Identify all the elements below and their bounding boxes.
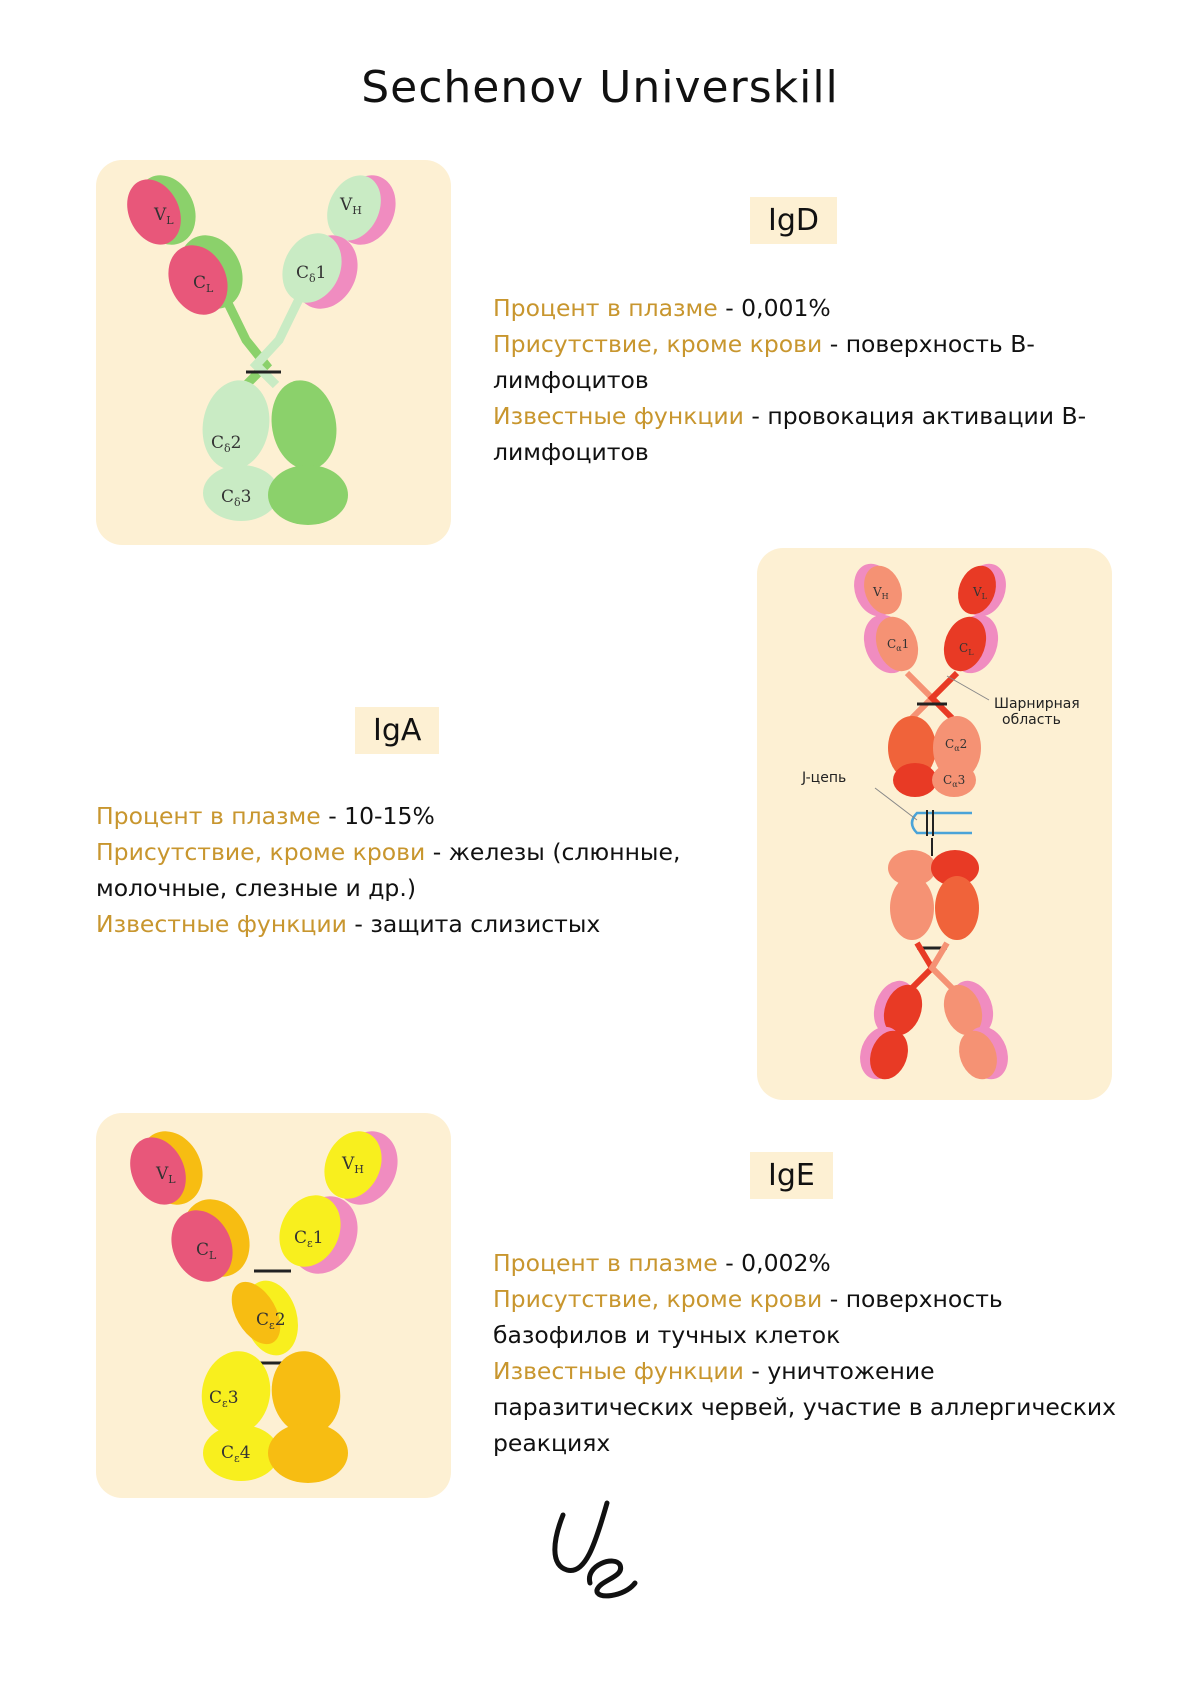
ige-info <box>493 1245 1133 1461</box>
igd-c2-label: $C_\delta 2$ <box>211 433 242 455</box>
iga-antibody-diagram <box>757 548 1112 1100</box>
ige-vh-label: $V_H$ <box>342 1154 364 1176</box>
ige-vl-label: $V_L$ <box>156 1164 176 1186</box>
ige-presence-row: Присутствие, кроме крови - поверхность базофилов и тучных клеток <box>493 1285 1003 1349</box>
ige-diagram-card <box>96 1113 451 1498</box>
igd-vl-label: $V_L$ <box>154 205 174 227</box>
igd-functions-row: Известные функции - провокация активации В-лимфоцитов <box>493 402 1087 466</box>
ige-cl-label: $C_L$ <box>196 1240 217 1262</box>
ige-c4-label: $C_\varepsilon 4$ <box>221 1443 251 1465</box>
igd-vh-label: $V_H$ <box>340 195 362 217</box>
iga-hinge-label-1: Шарнирная <box>994 696 1080 712</box>
iga-jchain-label: J-цепь <box>802 770 847 786</box>
iga-c1-label: $C_\alpha 1$ <box>887 637 910 653</box>
ige-c2-label: $C_\varepsilon 2$ <box>256 1310 286 1332</box>
iga-info <box>96 798 716 942</box>
igd-antibody-diagram <box>96 160 451 545</box>
igd-c1-label: $C_\delta 1$ <box>296 263 327 285</box>
ige-c1-label: $C_\varepsilon 1$ <box>294 1228 324 1250</box>
iga-vl-label: $V_L$ <box>973 585 987 601</box>
igd-cl-label: $C_L$ <box>193 273 214 295</box>
ige-antibody-diagram <box>96 1113 451 1498</box>
iga-presence-row: Присутствие, кроме крови - железы (слюнные, молочные, слезные и др.) <box>96 838 681 902</box>
iga-functions-row: Известные функции - защита слизистых <box>96 910 601 938</box>
ige-functions-row: Известные функции - уничтожение паразитических червей, участие в аллергических реакциях <box>493 1357 1117 1457</box>
iga-diagram-card <box>757 548 1112 1100</box>
iga-c2-label: $C_\alpha 2$ <box>945 737 968 753</box>
iga-vh-label: $V_H$ <box>873 585 889 601</box>
ige-c3-label: $C_\varepsilon 3$ <box>209 1388 239 1410</box>
igd-diagram-card <box>96 160 451 545</box>
iga-hinge-label-2: область <box>1002 712 1061 728</box>
igd-info <box>493 290 1133 470</box>
ige-tag: IgE <box>750 1152 833 1199</box>
igd-tag: IgD <box>750 197 837 244</box>
iga-tag: IgA <box>355 707 439 754</box>
igd-presence-row: Присутствие, кроме крови - поверхность В-лимфоцитов <box>493 330 1035 394</box>
igd-c3-label: $C_\delta 3$ <box>221 487 252 509</box>
universkill-logo <box>545 1495 655 1605</box>
iga-cl-label: $C_L$ <box>959 641 974 657</box>
igd-plasma-row: Процент в плазме - 0,001% <box>493 294 831 322</box>
ige-plasma-row: Процент в плазме - 0,002% <box>493 1249 831 1277</box>
iga-c3-label: $C_\alpha 3$ <box>943 773 966 789</box>
iga-plasma-row: Процент в плазме - 10-15% <box>96 802 435 830</box>
page-title: Sechenov Universkill <box>361 62 839 113</box>
